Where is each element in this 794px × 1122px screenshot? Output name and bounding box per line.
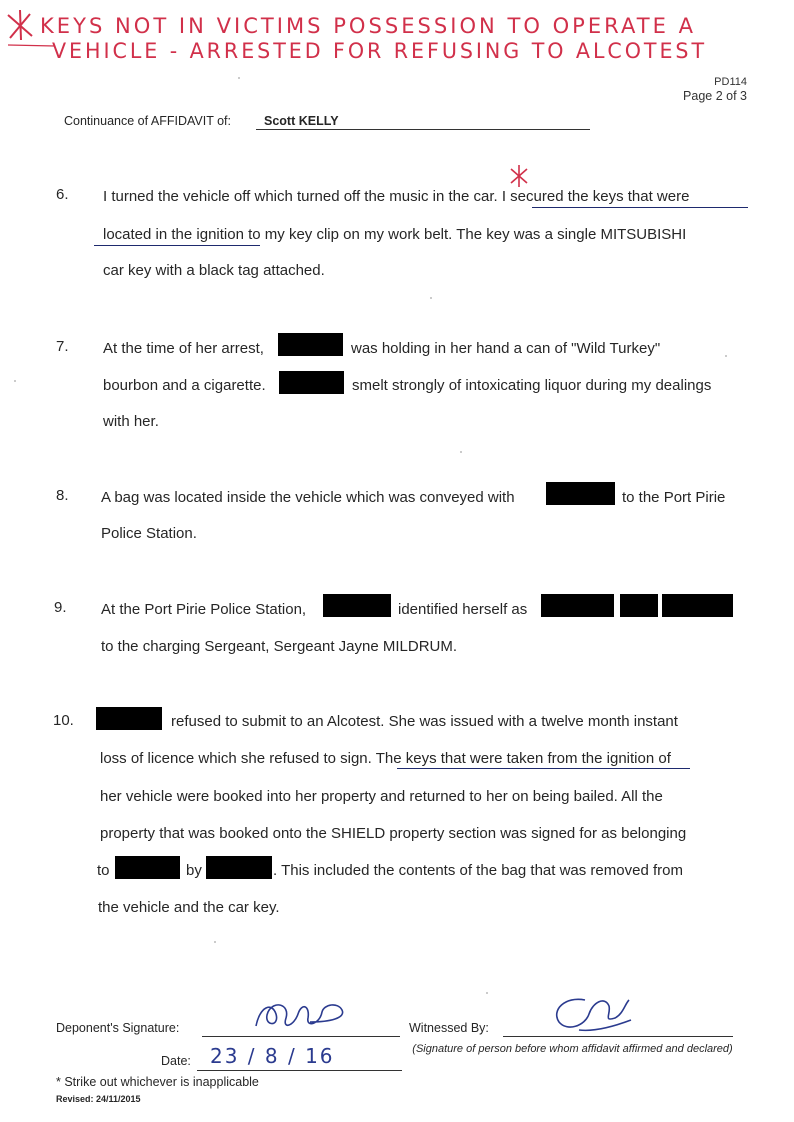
paragraph-10-line-3: her vehicle were booked into her property and returned to her on being bailed. All the [100, 788, 663, 805]
paragraph-number-7: 7. [56, 338, 69, 355]
paragraph-10-line-5b: by [186, 862, 202, 879]
pen-underline [94, 245, 260, 246]
form-code: PD114 [714, 76, 747, 88]
redaction [96, 707, 162, 730]
deponent-signature-label: Deponent's Signature: [56, 1021, 180, 1035]
paragraph-8-line-1a: A bag was located inside the vehicle which was conveyed with [101, 489, 515, 506]
paragraph-6-line-2: located in the ignition to my key clip on my work belt. The key was a single MITSUBISHI [103, 226, 687, 243]
strike-note: * Strike out whichever is inapplicable [56, 1075, 259, 1089]
paragraph-7-line-2a: bourbon and a cigarette. [103, 377, 266, 394]
paragraph-7-line-1a: At the time of her arrest, [103, 340, 264, 357]
paragraph-9-line-1a: At the Port Pirie Police Station, [101, 601, 307, 618]
paragraph-10-line-6: the vehicle and the car key. [98, 899, 280, 916]
annotation-line-2: VEHICLE - ARRESTED FOR REFUSING TO ALCOTEST [52, 39, 707, 63]
paragraph-number-9: 9. [54, 599, 67, 616]
paragraph-8-line-2: Police Station. [101, 525, 197, 542]
deponent-name-underline [256, 129, 590, 130]
redaction [620, 594, 658, 617]
paragraph-8-line-1b: to the Port Pirie [622, 489, 726, 506]
paragraph-6-line-3: car key with a black tag attached. [103, 262, 325, 279]
paragraph-7-line-1b: was holding in her hand a can of "Wild Turkey" [351, 340, 661, 357]
paragraph-7-line-3: with her. [103, 413, 159, 430]
handwritten-annotation [0, 0, 794, 80]
paragraph-9-line-2: to the charging Sergeant, Sergeant Jayne MILDRUM. [101, 638, 458, 655]
paragraph-6-line-1: I turned the vehicle off which turned off the music in the car. I secured the keys that were [103, 188, 690, 205]
paragraph-9-line-1b: identified herself as [398, 601, 528, 618]
date-label: Date: [161, 1054, 191, 1068]
paragraph-10-line-1: refused to submit to an Alcotest. She was issued with a twelve month instant [171, 713, 678, 730]
deponent-name: Scott KELLY [264, 114, 339, 128]
pen-underline [397, 768, 690, 769]
date-value: 23 / 8 / 16 [210, 1044, 335, 1068]
continuance-label: Continuance of AFFIDAVIT of: [64, 114, 231, 128]
redaction [546, 482, 615, 505]
deponent-signature-scrawl [250, 996, 350, 1036]
witnessed-by-label: Witnessed By: [409, 1021, 489, 1035]
redaction [278, 333, 343, 356]
revised-date: Revised: 24/11/2015 [56, 1094, 141, 1104]
paragraph-number-8: 8. [56, 487, 69, 504]
witness-signature-scrawl [545, 990, 635, 1035]
paragraph-10-line-4: property that was booked onto the SHIELD property section was signed for as belonging [100, 825, 687, 842]
pen-underline [532, 207, 748, 208]
paragraph-10-line-2: loss of licence which she refused to sign. The keys that were taken from the ignition of [100, 750, 671, 767]
page-number: Page 2 of 3 [683, 89, 747, 103]
paragraph-10-line-5c: . This included the contents of the bag that was removed from [273, 862, 683, 879]
redaction [206, 856, 272, 879]
paragraph-number-10: 10. [53, 712, 74, 729]
redaction [115, 856, 180, 879]
asterisk-mark [8, 10, 32, 40]
redaction [279, 371, 344, 394]
redaction [323, 594, 391, 617]
annotation-line-1: KEYS NOT IN VICTIMS POSSESSION TO OPERATE A [40, 14, 696, 38]
paragraph-10-line-5a: to [97, 862, 110, 879]
witness-signature-line [503, 1036, 733, 1037]
redaction [662, 594, 733, 617]
deponent-signature-line [202, 1036, 400, 1037]
paragraph-7-line-2b: smelt strongly of intoxicating liquor during my dealings [352, 377, 712, 394]
redaction [541, 594, 614, 617]
paragraph-number-6: 6. [56, 186, 69, 203]
asterisk-mark [508, 164, 530, 188]
date-line [197, 1070, 402, 1071]
witness-note: (Signature of person before whom affidavit affirmed and declared) [412, 1043, 733, 1055]
